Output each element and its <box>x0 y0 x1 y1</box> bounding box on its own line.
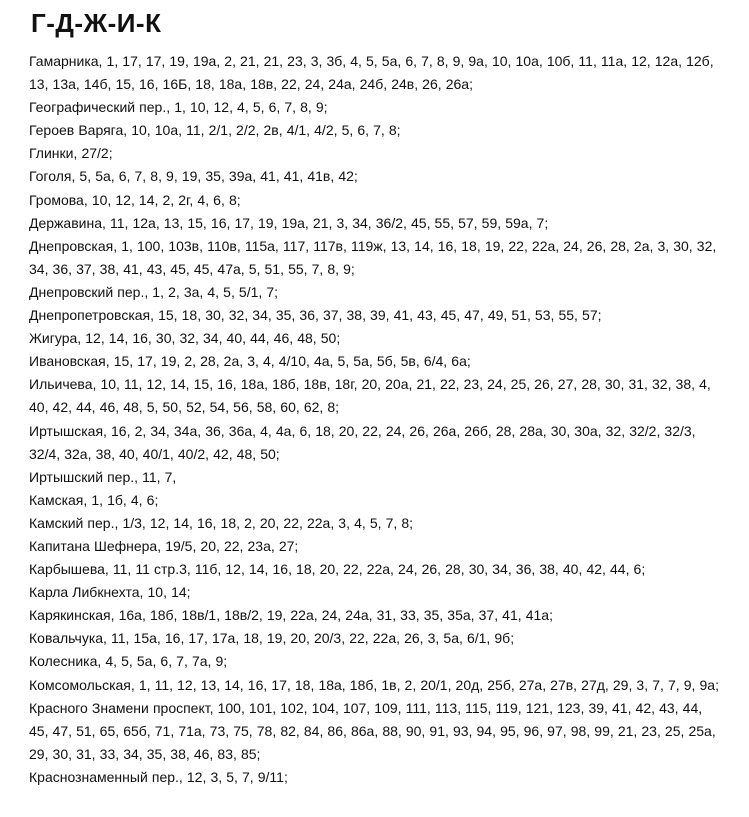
street-entry: Гамарника, 1, 17, 17, 19, 19а, 2, 21, 21, 23, 3, 3б, 4, 5, 5а, 6, 7, 8, 9, 9а, 10, 10а, 10б, 11, 11а, 12, 12а, 12б, 13, 13а, 14б, 15, 16, 16Б, 18, 18а, 18в, 22, 24, 24а, 24б, 24в, 26, 26а; <box>29 53 714 93</box>
street-entry: Карла Либкнехта, 10, 14; <box>29 584 191 601</box>
street-entry: Камская, 1, 1б, 4, 6; <box>29 491 159 508</box>
street-entry: Ивановская, 15, 17, 19, 2, 28, 2а, 3, 4, 4/10, 4а, 5, 5а, 5б, 5в, 6/4, 6а; <box>29 353 471 370</box>
street-entry: Капитана Шефнера, 19/5, 20, 22, 23а, 27; <box>29 537 299 554</box>
street-entry: Героев Варяга, 10, 10а, 11, 2/1, 2/2, 2в, 4/1, 4/2, 5, 6, 7, 8; <box>29 122 401 139</box>
street-entry: Карякинская, 16а, 18б, 18в/1, 18в/2, 19, 22а, 24, 24а, 31, 33, 35, 35а, 37, 41, 41а; <box>29 607 553 624</box>
street-entry: Географический пер., 1, 10, 12, 4, 5, 6, 7, 8, 9; <box>29 99 328 116</box>
street-entry: Иртышская, 16, 2, 34, 34а, 36, 36а, 4, 4а, 6, 18, 20, 22, 24, 26, 26а, 26б, 28, 28а, 30, 30а, 32, 32/2, 32/3, 32/4, 32а, 38, 40, 40/1, 40/2, 42, 48, 50; <box>29 422 696 462</box>
street-entry: Гоголя, 5, 5а, 6, 7, 8, 9, 19, 35, 39а, 41, 41, 41в, 42; <box>29 168 358 185</box>
street-entry: Громова, 10, 12, 14, 2, 2г, 4, 6, 8; <box>29 191 241 208</box>
street-entry: Ковальчука, 11, 15а, 16, 17, 17а, 18, 19, 20, 20/3, 22, 22а, 26, 3, 5а, 6/1, 9б; <box>29 630 515 647</box>
street-list <box>29 50 721 789</box>
street-entry: Камский пер., 1/3, 12, 14, 16, 18, 2, 20, 22, 22а, 3, 4, 5, 7, 8; <box>29 514 414 531</box>
street-entry: Ильичева, 10, 11, 12, 14, 15, 16, 18а, 18б, 18в, 18г, 20, 20а, 21, 22, 23, 24, 25, 26, 27, 28, 30, 31, 32, 38, 4, 40, 42, 44, 46, 48, 5, 50, 52, 54, 56, 58, 60, 62, 8; <box>29 376 711 416</box>
section-heading: Г-Д-Ж-И-К <box>31 8 162 38</box>
street-entry: Глинки, 27/2; <box>29 145 113 162</box>
street-entry: Державина, 11, 12а, 13, 15, 16, 17, 19, 19а, 21, 3, 34, 36/2, 45, 55, 57, 59, 59а, 7; <box>29 214 549 231</box>
street-entry: Комсомольская, 1, 11, 12, 13, 14, 16, 17, 18, 18а, 18б, 1в, 2, 20/1, 20д, 25б, 27а, 27в, 27д, 29, 3, 7, 7, 9, 9а; <box>29 676 719 693</box>
street-entry: Жигура, 12, 14, 16, 30, 32, 34, 40, 44, 46, 48, 50; <box>29 330 341 347</box>
street-entry: Колесника, 4, 5, 5а, 6, 7, 7а, 9; <box>29 653 228 670</box>
street-entry: Днепровская, 1, 100, 103в, 110в, 115а, 117, 117в, 119ж, 13, 14, 16, 18, 19, 22, 22а, 24, 26, 28, 2а, 3, 30, 32, 34, 36, 37, 38, 41, 43, 45, 45, 47а, 5, 51, 55, 7, 8, 9; <box>29 237 717 277</box>
street-entry: Днепровский пер., 1, 2, 3а, 4, 5, 5/1, 7; <box>29 283 279 300</box>
street-entry: Иртышский пер., 11, 7, <box>29 468 177 485</box>
street-entry: Днепропетровская, 15, 18, 30, 32, 34, 35, 36, 37, 38, 39, 41, 43, 45, 47, 49, 51, 53, 55, 57; <box>29 307 602 324</box>
street-entry: Красного Знамени проспект, 100, 101, 102, 104, 107, 109, 111, 113, 115, 119, 121, 123, 39, 41, 42, 43, 44, 45, 47, 51, 65, 65б, 71, 71а, 73, 75, 78, 82, 84, 86, 86а, 88, 90, 91, 93, 94, 95, 96, 97, 98, 99, 21, 23, 25, 25а, 29, 30, 31, 33, 34, 35, 38, 46, 83, 85; <box>29 699 716 762</box>
street-entry: Карбышева, 11, 11 стр.3, 11б, 12, 14, 16, 18, 20, 22, 22а, 24, 26, 28, 30, 34, 36, 38, 40, 42, 44, 6; <box>29 561 646 578</box>
street-entry: Краснознаменный пер., 12, 3, 5, 7, 9/11; <box>29 768 288 785</box>
